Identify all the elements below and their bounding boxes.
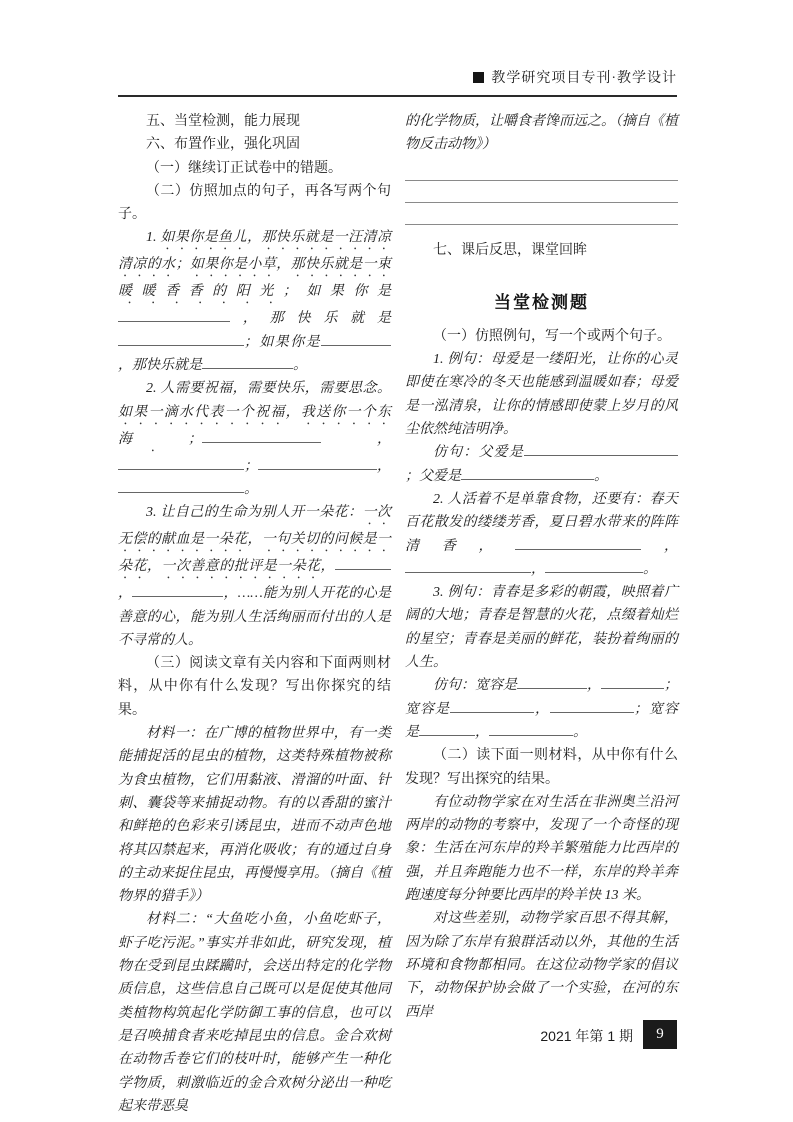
text-run: ， (531, 561, 545, 577)
text-run: ；宽容是 (405, 678, 678, 717)
text-run: 仿句：父爱是 (433, 445, 524, 461)
paragraph (118, 226, 391, 377)
text-run: 七、课后反思，课堂回眸 (433, 242, 587, 258)
text-run: 一次善意的批评是一朵花 (161, 559, 321, 575)
text-run: 有位动物学家在对生活在非洲奥兰沿河两岸的动物的考察中，发现了一个奇怪的现象：生活在河东岸的羚羊繁殖能力比西岸的强，并且奔跑能力也不一样，东岸的羚羊奔跑速度每分钟要比西岸的羚羊快 13 米。 (405, 794, 678, 904)
text-run: ，那快乐就是 (118, 358, 202, 374)
fill-in-blank (335, 555, 391, 570)
text-run: ， (641, 538, 678, 554)
two-column-body (118, 110, 678, 1118)
footer-issue-text: 2021 年第 1 期 (540, 1028, 633, 1044)
text-run: ， (534, 701, 550, 717)
text-run: ； (244, 458, 258, 474)
paragraph (118, 180, 391, 227)
text-run: 。 (573, 724, 587, 740)
fill-in-blank (461, 465, 594, 480)
text-run: （二）读下面一则材料，从中你有什么发现？写出探究的结果。 (405, 748, 678, 787)
paragraph (405, 441, 678, 488)
text-run: 如果你是小草 (189, 257, 277, 273)
page-number-badge: 9 (643, 1020, 677, 1049)
text-run: 3. 例句：青春是多彩的朝霞，映照着广阔的大地；青春是智慧的火花，点缀着灿烂的星空；青春是美丽的鲜花，装扮着绚丽的人生。 (405, 585, 678, 671)
paragraph (118, 377, 391, 501)
text-run: 仿句：宽容是 (433, 678, 517, 694)
text-run: ， (118, 586, 133, 602)
text-run: （三）阅读文章有关内容和下面两则材料，从中你有什么发现？写出你探究的结果。 (118, 656, 391, 718)
text-run: 那快乐就是一束暖暖香香的阳光 (118, 257, 392, 300)
text-run: 材料二：“大鱼吃小鱼，小鱼吃虾子，虾子吃污泥。”事实并非如此，研究发现，植物在受到昆虫蹂躏时，会送出特定的化学物质信息，这些信息自己既可以是促使其他同类植物构筑起化学防御工事的信息，也可以是召唤捕食者来吃掉昆虫的信息。金合欢树在动物舌卷它们的枝叶时，能够产生一种化学物质，刺激临近的金合欢树分泌出一种吃起来带恶臭 (118, 912, 391, 1114)
text-run: 。 (594, 468, 608, 484)
text-run: 材料一：在广博的植物世界中，有一类能捕捉活的昆虫的植物，这类特殊植物被称为食虫植物，它们用黏液、滑溜的叶面、针刺、囊袋等来捕捉动物。有的以香甜的蜜汁和鲜艳的色彩来引诱昆虫，进而不动声色地将其囚禁起来，再消化吸收；有的通过自身的主动来捉住昆虫，再慢慢享用。（摘自《植物界的猎手》） (118, 726, 391, 905)
text-run: ， (146, 559, 162, 575)
text-run: 2. 人活着不是单靠食物，还要有：春天百花散发的缕缕芳香，夏日碧水带来的阵阵清香， (405, 491, 678, 554)
paragraph (118, 652, 391, 722)
text-run: 如果一滴水代表一个祝福 (118, 404, 286, 420)
text-run: （一）继续订正试卷中的错题。 (146, 160, 342, 176)
fill-in-blank (118, 478, 244, 493)
text-run: （二）仿照加点的句子，再各写两个句子。 (118, 183, 391, 223)
left-column (118, 110, 391, 1118)
paragraph (405, 744, 678, 791)
answer-line (405, 203, 678, 225)
fill-in-blank (202, 428, 321, 443)
text-run: ， (247, 230, 262, 246)
paragraph (118, 501, 391, 652)
text-run: ， (276, 257, 291, 273)
text-run: 我送你一个东海 (118, 404, 392, 447)
text-run: ，……能为别人开花的心是善意的心，能为别人生活绚丽而付出的人是不寻常的人。 (118, 586, 391, 648)
text-run: ， (247, 532, 262, 548)
text-run: ， (587, 678, 601, 694)
paragraph (118, 110, 391, 133)
paragraph (118, 722, 391, 908)
paragraph (405, 239, 678, 262)
text-run: ， (321, 431, 391, 447)
paragraph (118, 908, 391, 1118)
fill-in-blank (258, 455, 377, 470)
text-run: ； (188, 431, 202, 447)
text-run: 。 (244, 481, 258, 497)
text-run: ；宽容是 (405, 701, 678, 740)
fill-in-blank (118, 455, 244, 470)
text-run: 六、布置作业，强化巩固 (146, 137, 300, 153)
page-header (473, 67, 677, 87)
fill-in-blank (419, 721, 475, 736)
answer-line (405, 181, 678, 203)
text-run: 1. 例句：母爱是一缕阳光，让你的心灵即使在寒冷的冬天也能感到温暖如春；母爱是一泓清泉，让你的情感即使蒙上岁月的风尘依然纯洁明净。 (405, 352, 678, 438)
header-rule (118, 95, 677, 97)
fill-in-blank (450, 698, 534, 713)
text-run: 的化学物质，让嚼食者馋而远之。（摘自《植物反击动物》） (405, 114, 678, 153)
paragraph (405, 488, 678, 581)
fill-in-blank (515, 535, 641, 550)
fill-in-blank (321, 331, 391, 346)
text-run: ， (377, 458, 391, 474)
text-run: ；如果你是 (282, 284, 392, 300)
paragraph (405, 325, 678, 348)
text-run: 。 (293, 358, 307, 374)
fill-in-blank (524, 441, 678, 456)
paragraph (405, 581, 678, 674)
text-run: （一）仿照例句，写一个或两个句子。 (433, 328, 671, 344)
answer-lines (405, 159, 678, 225)
text-run: 对这些差别，动物学家百思不得其解，因为除了东岸有狼群活动以外，其他的生活环境和食物都相同。在这位动物学家的倡议下，动物保护协会做了一个实验，在河的东西岸 (405, 911, 678, 1020)
fill-in-blank (550, 698, 634, 713)
paragraph (405, 110, 678, 157)
text-run: 一句关切的问候是一朵花 (118, 532, 392, 575)
text-run: ； (175, 257, 190, 273)
paragraph (118, 157, 391, 180)
text-run: ， (320, 559, 336, 575)
fill-in-blank (601, 674, 664, 689)
text-run: ， (285, 404, 301, 420)
text-run: 如果你是鱼儿 (160, 230, 248, 246)
fill-in-blank (405, 558, 531, 573)
text-run: 。 (643, 561, 657, 577)
paragraph (405, 907, 678, 1023)
text-run: ；如果你是 (244, 334, 321, 350)
text-run: ；父爱是 (405, 468, 461, 484)
text-run: 那快乐就是一汪清凉清凉的水 (118, 230, 391, 273)
fill-in-blank (202, 354, 293, 369)
paragraph (405, 674, 678, 744)
fill-in-blank (517, 674, 587, 689)
paragraph (405, 791, 678, 907)
text-run: 五、当堂检测，能力展现 (146, 114, 300, 129)
fill-in-blank (118, 331, 244, 346)
text-run: 3. 让自己的生命为别人开一朵花： (146, 505, 363, 521)
fill-in-blank (545, 558, 643, 573)
section-heading: 当堂检测题 (494, 292, 589, 312)
answer-line (405, 159, 678, 181)
text-run: 1. (146, 230, 161, 246)
fill-in-blank (489, 721, 573, 736)
square-bullet-icon (473, 72, 484, 83)
paragraph (405, 348, 678, 441)
right-column (405, 110, 678, 1024)
text-run: ， (475, 724, 489, 740)
header-title-text: 教学研究项目专刊·教学设计 (491, 71, 677, 86)
paragraph (118, 133, 391, 156)
fill-in-blank (118, 307, 230, 322)
text-run: ，那快乐就是 (230, 311, 391, 327)
text-run: 一次无偿的献血是一朵花 (118, 505, 391, 548)
text-run: 2. 人需要祝福，需要快乐，需要思念。 (146, 381, 391, 397)
fill-in-blank (132, 582, 223, 597)
